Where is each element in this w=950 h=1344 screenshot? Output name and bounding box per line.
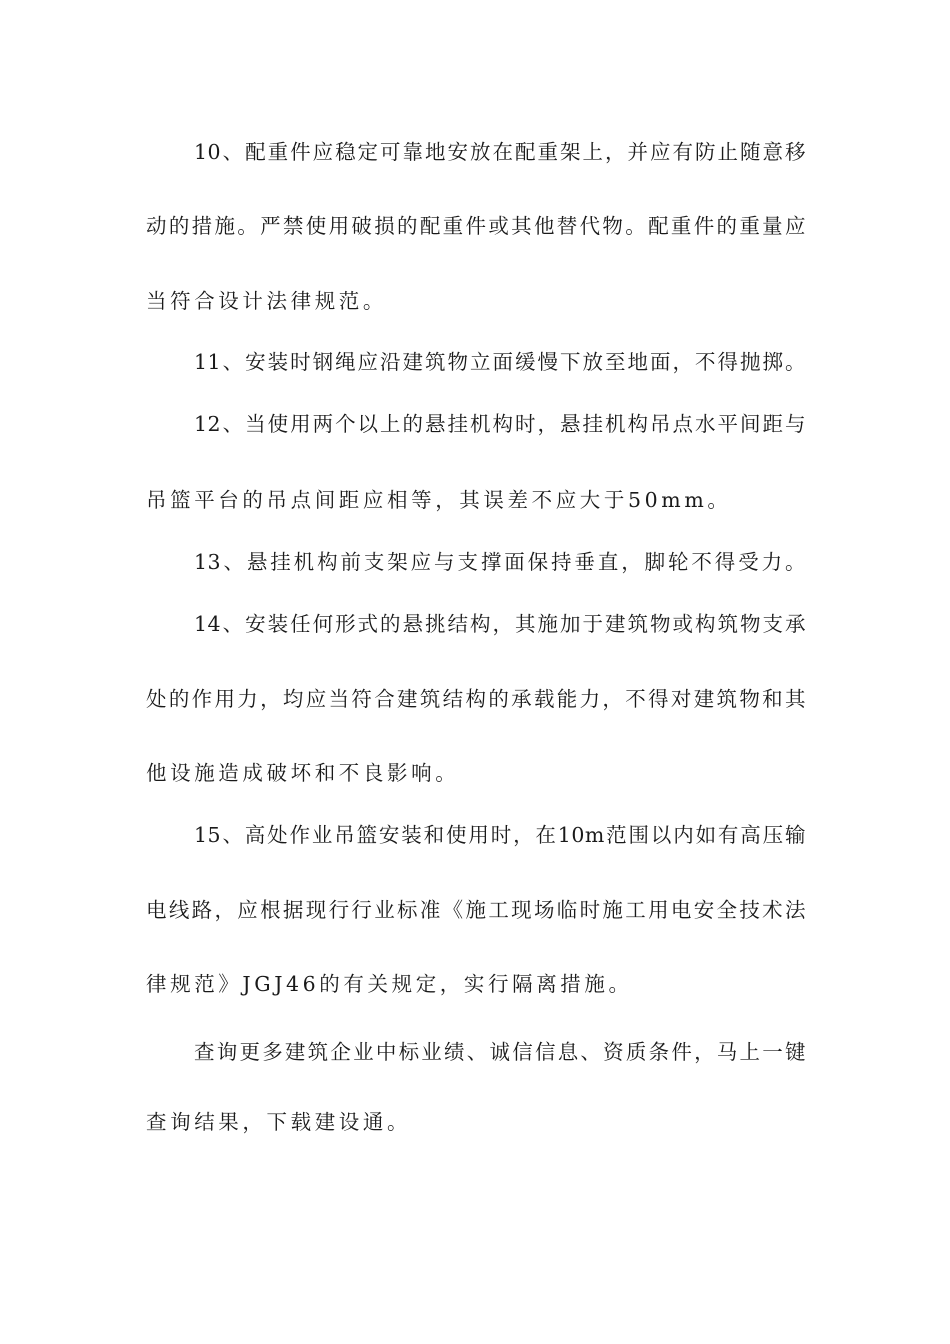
paragraph-10-line-2: 动的措施。严禁使用破损的配重件或其他替代物。配重件的重量应 [146, 214, 806, 238]
paragraph-12-line-1: 12、当使用两个以上的悬挂机构时，悬挂机构吊点水平间距与 [194, 412, 806, 436]
footer-promo-line-2: 查询结果，下载建设通。 [146, 1110, 412, 1134]
paragraph-11-line-1: 11、安装时钢绳应沿建筑物立面缓慢下放至地面，不得抛掷。 [194, 350, 806, 374]
paragraph-13-line-1: 13、悬挂机构前支架应与支撑面保持垂直，脚轮不得受力。 [194, 550, 806, 574]
paragraph-10-line-3: 当符合设计法律规范。 [146, 289, 387, 313]
paragraph-14-line-1: 14、安装任何形式的悬挑结构，其施加于建筑物或构筑物支承 [194, 612, 806, 636]
paragraph-15-line-1: 15、高处作业吊篮安装和使用时，在10m范围以内如有高压输 [194, 823, 806, 847]
paragraph-15-line-2: 电线路，应根据现行行业标准《施工现场临时施工用电安全技术法 [146, 898, 806, 922]
paragraph-15-line-3: 律规范》JGJ46的有关规定，实行隔离措施。 [146, 972, 633, 996]
paragraph-12-line-2: 吊篮平台的吊点间距应相等，其误差不应大于50mm。 [146, 488, 732, 512]
paragraph-14-line-2: 处的作用力，均应当符合建筑结构的承载能力，不得对建筑物和其 [146, 687, 806, 711]
footer-promo-line-1: 查询更多建筑企业中标业绩、诚信信息、资质条件，马上一键 [194, 1040, 806, 1064]
paragraph-10-line-1: 10、配重件应稳定可靠地安放在配重架上，并应有防止随意移 [194, 140, 806, 164]
paragraph-14-line-3: 他设施造成破坏和不良影响。 [146, 761, 460, 785]
